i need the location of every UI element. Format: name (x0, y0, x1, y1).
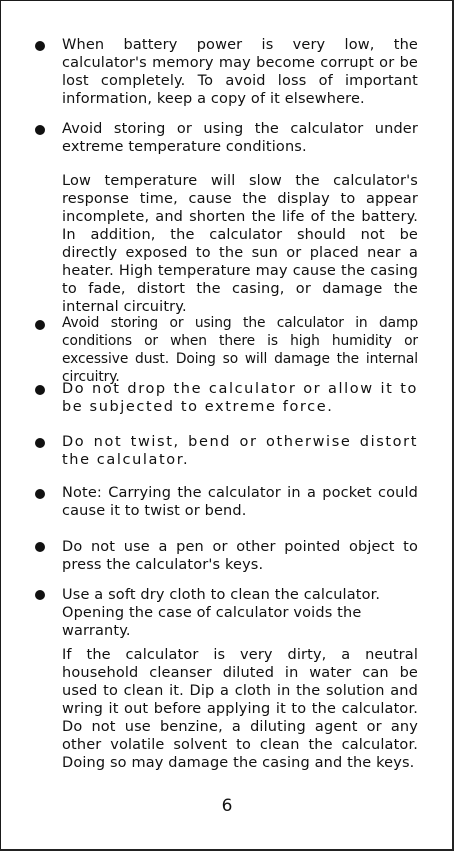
battery-warning-text: When battery power is very low, the calculator's memory may become corrupt or be lost completely. To avoid loss of important information, keep a copy of it elsewhere. (62, 37, 418, 107)
drop-warning-text: Do not drop the calculator or allow it to be subjected to extreme force. (62, 381, 418, 415)
bullet-icon (35, 542, 45, 552)
cleaning-instructions-paragraph: If the calculator is very dirty, a neutral household cleanser diluted in water can be used to clean it. Dip a cloth in the solution and wring it out before applying it to the calculator. Do not use benzine, a diluting agent or any other volatile solvent to clean the calculator. Doing so may damage the casing and the keys. (62, 647, 418, 771)
page-number: 6 (221, 796, 233, 816)
keys-warning-text: Do not use a pen or other pointed object to press the calculator's keys. (62, 539, 418, 573)
bullet-icon (35, 438, 45, 448)
bullet-icon (35, 125, 45, 135)
bullet-icon (35, 41, 45, 51)
bullet-icon (35, 320, 45, 330)
pocket-note-text: Note: Carrying the calculator in a pocket could cause it to twist or bend. (62, 485, 418, 519)
bullet-icon (35, 489, 45, 499)
temperature-explanation-paragraph: Low temperature will slow the calculator's response time, cause the display to appear incomplete, and shorten the life of the battery. In addition, the calculator should not be directly exposed to the sun or placed near a heater. High temperature may cause the casing to fade, distort the casing, or damage the internal circuitry. (62, 173, 418, 315)
bullet-icon (35, 385, 45, 395)
bullet-icon (35, 590, 45, 600)
temperature-warning-text: Avoid storing or using the calculator under extreme temperature conditions. (62, 121, 418, 155)
twist-warning-text: Do not twist, bend or otherwise distort the calculator. (62, 434, 418, 468)
humidity-warning-text: Avoid storing or using the calculator in damp conditions or when there is high humidity or excessive dust. Doing so will damage the internal circuitry. (62, 315, 418, 385)
cleaning-note-text: Use a soft dry cloth to clean the calculator. Opening the case of calculator voids the warranty. (62, 587, 381, 639)
